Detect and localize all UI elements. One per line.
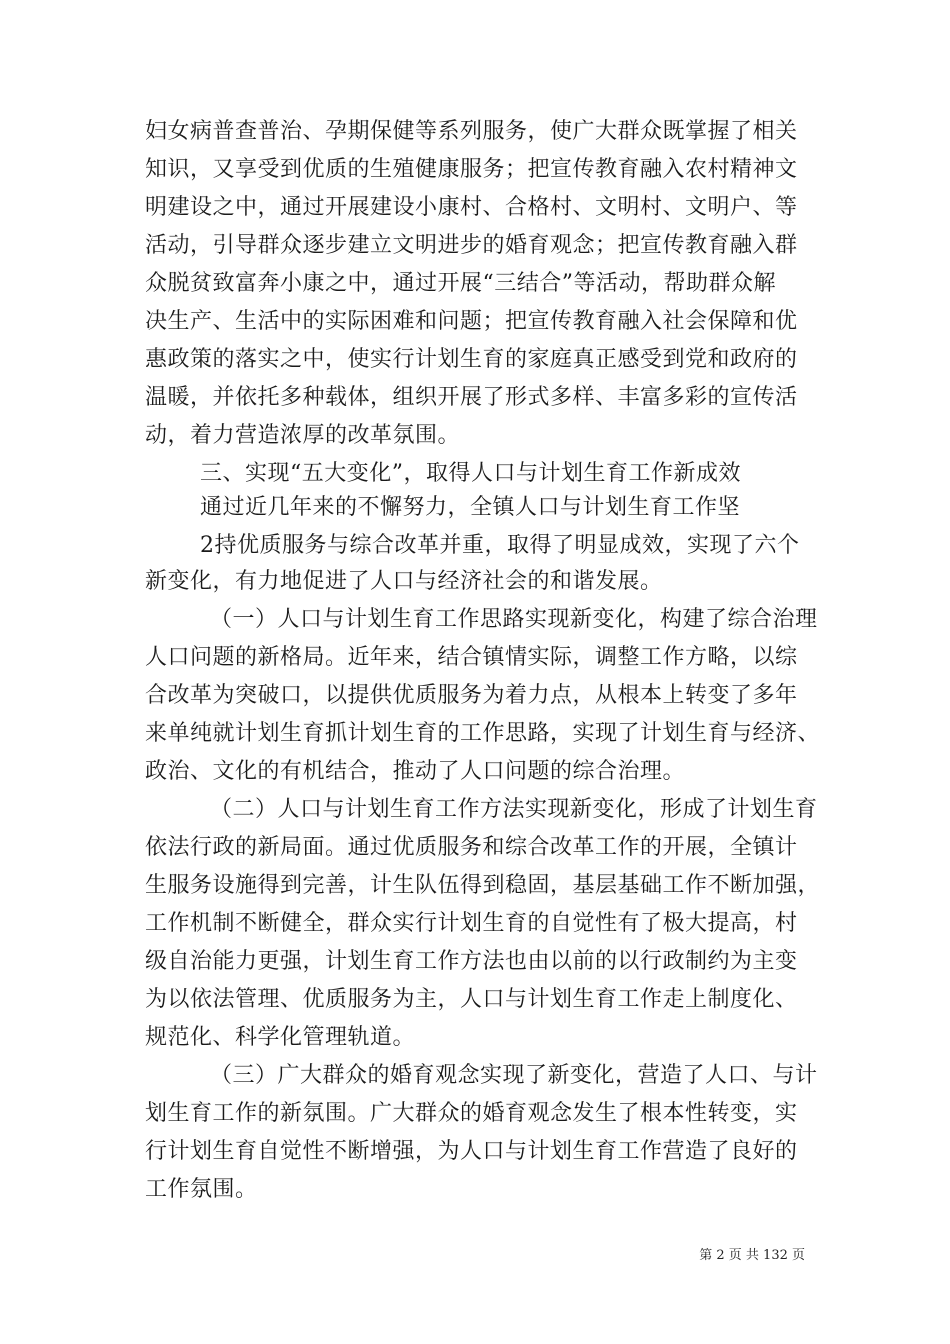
text-line: 来单纯就计划生育抓计划生育的工作思路，实现了计划生育与经济、 bbox=[145, 721, 821, 746]
subsection-heading: （二）人口与计划生育工作方法实现新变化，形成了计划生育 bbox=[210, 797, 818, 822]
text-line: 级自治能力更强，计划生育工作方法也由以前的以行政制约为主变 bbox=[145, 949, 798, 974]
text-line: 为以依法管理、优质服务为主，人口与计划生育工作走上制度化、 bbox=[145, 987, 798, 1012]
text-line: 新变化，有力地促进了人口与经济社会的和谐发展。 bbox=[145, 569, 663, 594]
text-line: 妇女病普查普治、孕期保健等系列服务，使广大群众既掌握了相关 bbox=[145, 119, 798, 144]
text-line: 2持优质服务与综合改革并重，取得了明显成效，实现了六个 bbox=[200, 533, 800, 558]
text-line: 政治、文化的有机结合，推动了人口问题的综合治理。 bbox=[145, 759, 686, 784]
text-line: 行计划生育自觉性不断增强，为人口与计划生育工作营造了良好的 bbox=[145, 1139, 798, 1164]
text-line: 规范化、科学化管理轨道。 bbox=[145, 1025, 416, 1050]
subsection-heading: （一）人口与计划生育工作思路实现新变化，构建了综合治理 bbox=[210, 607, 818, 632]
text-line: 温暖，并依托多种载体，组织开展了形式多样、丰富多彩的宣传活 bbox=[145, 385, 798, 410]
text-line: 合改革为突破口，以提供优质服务为着力点，从根本上转变了多年 bbox=[145, 683, 798, 708]
page-number-footer: 第 2 页 共 132 页 bbox=[699, 1248, 805, 1263]
text-line: 明建设之中，通过开展建设小康村、合格村、文明村、文明户、等 bbox=[145, 195, 798, 220]
text-line: 知识，又享受到优质的生殖健康服务；把宣传教育融入农村精神文 bbox=[145, 157, 798, 182]
text-line: 活动，引导群众逐步建立文明进步的婚育观念；把宣传教育融入群 bbox=[145, 233, 798, 258]
text-line: 工作氛围。 bbox=[145, 1177, 258, 1202]
text-line: 通过近几年来的不懈努力，全镇人口与计划生育工作坚 bbox=[200, 495, 741, 520]
text-line: 众脱贫致富奔小康之中，通过开展“三结合”等活动，帮助群众解 bbox=[145, 271, 776, 296]
text-line: 人口问题的新格局。近年来，结合镇情实际，调整工作方略，以综 bbox=[145, 645, 798, 670]
text-line: 惠政策的落实之中，使实行计划生育的家庭真正感受到党和政府的 bbox=[145, 347, 798, 372]
text-line: 工作机制不断健全，群众实行计划生育的自觉性有了极大提高，村 bbox=[145, 911, 798, 936]
text-line: 划生育工作的新氛围。广大群众的婚育观念发生了根本性转变，实 bbox=[145, 1101, 798, 1126]
section-heading: 三、实现“五大变化”，取得人口与计划生育工作新成效 bbox=[200, 461, 741, 486]
text-line: 依法行政的新局面。通过优质服务和综合改革工作的开展，全镇计 bbox=[145, 835, 798, 860]
text-line: 动，着力营造浓厚的改革氛围。 bbox=[145, 423, 461, 448]
subsection-heading: （三）广大群众的婚育观念实现了新变化，营造了人口、与计 bbox=[210, 1063, 818, 1088]
text-line: 决生产、生活中的实际困难和问题；把宣传教育融入社会保障和优 bbox=[145, 309, 798, 334]
text-line: 生服务设施得到完善，计生队伍得到稳固，基层基础工作不断加强， bbox=[145, 873, 821, 898]
